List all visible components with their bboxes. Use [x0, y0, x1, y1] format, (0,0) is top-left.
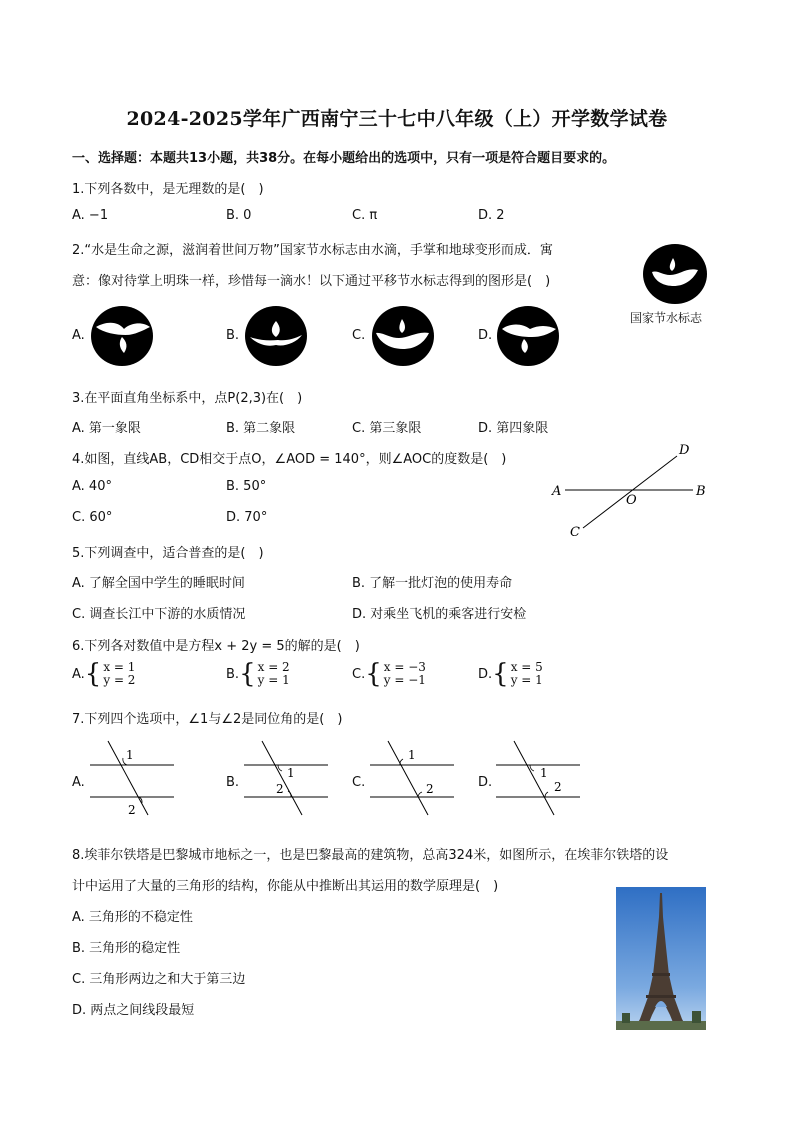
q2-stem-line2: 意：像对待掌上明珠一样，珍惜每一滴水！以下通过平移节水标志得到的图形是( )	[72, 274, 551, 289]
q4-option-b[interactable]: B. 50°	[226, 479, 267, 494]
q6-d-row1: x = 5	[510, 660, 543, 674]
q6-option-c-label: C.	[352, 666, 366, 682]
q8-option-d[interactable]: D. 两点之间线段最短	[72, 1003, 195, 1018]
q1-option-c[interactable]: C. π	[352, 208, 378, 223]
q8-option-b[interactable]: B. 三角形的稳定性	[72, 941, 181, 956]
q6-b-row2: y = 1	[257, 673, 290, 687]
q2-option-a-figure	[90, 305, 154, 367]
q7-b-angle2: 2	[276, 782, 284, 796]
q6-option-d-label: D.	[478, 666, 493, 682]
brace-icon: {	[239, 659, 256, 689]
q6-option-b-label: B.	[226, 666, 240, 682]
q7-option-c-figure	[366, 737, 458, 819]
q5-option-c[interactable]: C. 调查长江中下游的水质情况	[72, 607, 246, 622]
q7-option-b[interactable]: B.	[226, 775, 240, 790]
q7-option-a[interactable]: A.	[72, 775, 85, 790]
q1-option-b[interactable]: B. 0	[226, 208, 252, 223]
q4-option-c[interactable]: C. 60°	[72, 510, 113, 525]
q6-option-a-label: A.	[72, 666, 85, 682]
brace-icon: {	[365, 659, 382, 689]
q4-label-a: A	[552, 484, 562, 499]
q4-label-d: D	[679, 443, 690, 458]
q7-a-angle2: 2	[128, 803, 136, 817]
q3-option-b[interactable]: B. 第二象限	[226, 421, 296, 436]
eiffel-tower-photo	[616, 887, 706, 1030]
q2-stem-line1: 2.“水是生命之源，滋润着世间万物”国家节水标志由水滴，手掌和地球变形而成．寓	[72, 243, 553, 258]
q7-a-angle1: 1	[126, 748, 134, 762]
q7-option-d[interactable]: D.	[478, 775, 493, 790]
q6-a-row2: y = 2	[103, 673, 136, 687]
q4-label-o: O	[626, 493, 637, 508]
q6-d-row2: y = 1	[510, 673, 543, 687]
q6-c-row1: x = −3	[383, 660, 426, 674]
q4-option-d[interactable]: D. 70°	[226, 510, 268, 525]
q2-option-b[interactable]: B.	[226, 328, 240, 343]
q6-option-c[interactable]	[352, 661, 426, 687]
q8-stem-line1: 8.埃菲尔铁塔是巴黎城市地标之一，也是巴黎最高的建筑物，总高324米，如图所示，在埃菲尔铁塔的设	[72, 848, 669, 863]
q7-d-angle1: 1	[540, 766, 548, 780]
q6-a-row1: x = 1	[103, 660, 136, 674]
section-header: 一、选择题：本题共13小题，共38分。在每小题给出的选项中，只有一项是符合题目要求的。	[72, 151, 616, 166]
q2-option-a[interactable]: A.	[72, 328, 85, 343]
q8-option-a[interactable]: A. 三角形的不稳定性	[72, 910, 193, 925]
q2-option-c-figure	[371, 305, 435, 367]
q4-intersecting-lines-figure	[545, 438, 715, 543]
brace-icon: {	[84, 659, 102, 689]
logo-caption: 国家节水标志	[630, 311, 703, 325]
q7-b-angle1: 1	[287, 766, 295, 780]
q3-option-d[interactable]: D. 第四象限	[478, 421, 549, 436]
q7-option-b-figure	[240, 737, 332, 819]
q4-label-c: C	[570, 525, 580, 540]
q2-option-c[interactable]: C.	[352, 328, 366, 343]
q8-stem-line2: 计中运用了大量的三角形的结构，你能从中推断出其运用的数学原理是( )	[72, 879, 499, 894]
q6-b-row1: x = 2	[257, 660, 290, 674]
q7-option-d-figure	[492, 737, 584, 819]
q6-stem: 6.下列各对数值中是方程x + 2y = 5的解的是( )	[72, 639, 360, 654]
q1-stem: 1.下列各数中，是无理数的是( )	[72, 182, 264, 197]
page-title: 2024-2025学年广西南宁三十七中八年级（上）开学数学试卷	[126, 108, 668, 130]
q7-d-angle2: 2	[554, 780, 562, 794]
q4-stem: 4.如图，直线AB，CD相交于点O，∠AOD = 140°，则∠AOC的度数是( )	[72, 452, 507, 467]
q7-c-angle2: 2	[426, 782, 434, 796]
q1-option-d[interactable]: D. 2	[478, 208, 505, 223]
q2-option-d[interactable]: D.	[478, 328, 493, 343]
q6-option-b[interactable]	[226, 661, 290, 687]
q1-option-a[interactable]: A. −1	[72, 208, 109, 223]
q6-option-d[interactable]	[478, 661, 543, 687]
water-saving-logo	[640, 242, 710, 306]
q6-option-a[interactable]	[72, 661, 135, 687]
q3-stem: 3.在平面直角坐标系中，点P(2,3)在( )	[72, 391, 303, 406]
q5-option-b[interactable]: B. 了解一批灯泡的使用寿命	[352, 576, 513, 591]
q7-option-a-figure	[86, 737, 178, 819]
q2-option-b-figure	[244, 305, 308, 367]
q5-option-d[interactable]: D. 对乘坐飞机的乘客进行安检	[352, 607, 527, 622]
q3-option-c[interactable]: C. 第三象限	[352, 421, 422, 436]
q4-label-b: B	[696, 484, 706, 499]
q4-option-a[interactable]: A. 40°	[72, 479, 112, 494]
q5-stem: 5.下列调查中，适合普查的是( )	[72, 546, 264, 561]
q7-stem: 7.下列四个选项中，∠1与∠2是同位角的是( )	[72, 712, 343, 727]
q3-option-a[interactable]: A. 第一象限	[72, 421, 141, 436]
brace-icon: {	[492, 659, 509, 689]
q7-option-c[interactable]: C.	[352, 775, 366, 790]
q5-option-a[interactable]: A. 了解全国中学生的睡眠时间	[72, 576, 245, 591]
q6-c-row2: y = −1	[383, 673, 426, 687]
q2-option-d-figure	[496, 305, 560, 367]
q7-c-angle1: 1	[408, 748, 416, 762]
q8-option-c[interactable]: C. 三角形两边之和大于第三边	[72, 972, 246, 987]
